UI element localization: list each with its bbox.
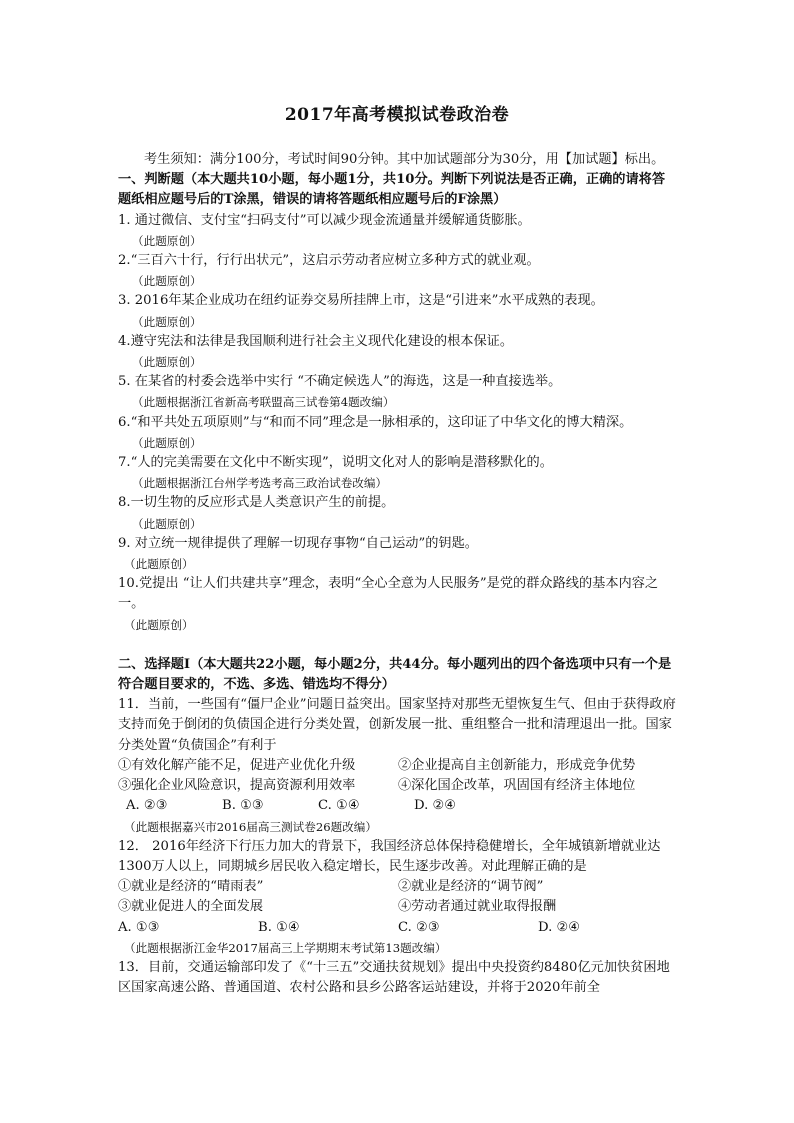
- question-11-option-3: ③强化企业风险意识，提高资源利用效率: [118, 778, 356, 794]
- question-13-stem: 13．目前，交通运输部印发了《“十三五”交通扶贫规划》提出中央投资约8480亿元加快贫困地区国家高速公路、普通国道、农村公路和县乡公路客运站建设，并将于2020年前全: [118, 959, 670, 996]
- question-7-source: （此题根据浙江台州学考选考高三政治试卷改编）: [132, 476, 388, 491]
- section-spacer: [118, 635, 678, 655]
- question-12-answer-a: A. ①③: [118, 919, 160, 935]
- question-12-stem: 12． 2016年经济下行压力加大的背景下，我国经济总体保持稳健增长，全年城镇新增就业达1300万人以上，同期城乡居民收入稳定增长，民生逐步改善。对此理解正确的是: [118, 838, 661, 874]
- question-12-option-2: ②就业是经济的“调节阀”: [398, 879, 544, 895]
- question-6: 6.“和平共处五项原则”与“和而不同”理念是一脉相承的，这印证了中华文化的博大精深。: [118, 414, 633, 430]
- question-6-source: （此题原创）: [132, 435, 202, 450]
- question-12-options-row-1: [118, 877, 678, 897]
- exam-notice: 考生须知：满分100分，考试时间90分钟。其中加试题部分为30分，用【加试题】标出。: [144, 152, 665, 167]
- question-11-options-row-2: [118, 776, 678, 796]
- question-3-source: （此题原创）: [132, 314, 202, 329]
- question-12-option-4: ④劳动者通过就业取得报酬: [398, 899, 557, 915]
- question-12-options-row-2: [118, 897, 678, 917]
- question-12-answer-b: B. ①④: [258, 919, 300, 935]
- question-10: 10.党提出 “让人们共建共享”理念，表明“全心全意为人民服务”是党的群众路线的基本内容之一。: [118, 576, 659, 612]
- section-1-heading: 一、判断题（本大题共10小题，每小题1分，共10分。判断下列说法是否正确，正确的请将答题纸相应题号后的T涂黑，错误的请将答题纸相应题号后的F涂黑）: [118, 172, 666, 208]
- question-2-source: （此题原创）: [132, 274, 202, 289]
- question-11-option-4: ④深化国企改革，巩固国有经济主体地位: [398, 778, 636, 794]
- question-4: 4.遵守宪法和法律是我国顺利进行社会主义现代化建设的根本保证。: [118, 333, 514, 349]
- question-5-source: （此题根据浙江省新高考联盟高三试卷第4题改编）: [132, 395, 395, 410]
- question-11-answers: [118, 796, 678, 816]
- question-8-source: （此题原创）: [132, 516, 202, 531]
- page-title: 2017年高考模拟试卷政治卷: [284, 105, 510, 125]
- question-11-answer-a: A. ②③: [126, 798, 168, 814]
- question-11-stem: 11．当前，一些国有“僵尸企业”问题日益突出。国家坚持对那些无望恢复生气、但由于获得政府支持而免于倒闭的负债国企进行分类处置，创新发展一批、重组整合一批和清理退出一批。国家分类处置“负债国企”有利于: [118, 697, 676, 753]
- question-12-answers: [118, 918, 678, 938]
- question-11-option-2: ②企业提高自主创新能力，形成竞争优势: [398, 757, 636, 773]
- question-11-answer-c: C. ①④: [318, 798, 360, 814]
- question-1: 1. 通过微信、支付宝“扫码支付”可以减少现金流通量并缓解通货膨胀。: [118, 212, 531, 228]
- question-9: 9. 对立统一规律提供了理解一切现存事物“自己运动”的钥匙。: [118, 535, 478, 551]
- question-7: 7.“人的完美需要在文化中不断实现”，说明文化对人的影响是潜移默化的。: [118, 455, 553, 471]
- question-12-answer-d: D. ②④: [538, 919, 581, 935]
- question-9-source: （此题原创）: [124, 557, 194, 572]
- question-11-option-1: ①有效化解产能不足，促进产业优化升级: [118, 757, 356, 773]
- question-12-option-3: ③就业促进人的全面发展: [118, 899, 264, 915]
- question-3: 3. 2016年某企业成功在纽约证券交易所挂牌上市，这是“引进来”水平成熟的表现。: [118, 293, 604, 309]
- question-11-options-row-1: [118, 756, 678, 776]
- question-4-source: （此题原创）: [132, 355, 202, 370]
- question-10-source: （此题原创）: [124, 617, 194, 632]
- question-11-answer-b: B. ①③: [222, 798, 264, 814]
- question-8: 8.一切生物的反应形式是人类意识产生的前提。: [118, 495, 395, 511]
- section-2-heading: 二、选择题Ⅰ（本大题共22小题，每小题2分，共44分。每小题列出的四个备选项中只有一个是符合题目要求的，不选、多选、错选均不得分）: [118, 656, 672, 693]
- question-12-source: （此题根据浙江金华2017届高三上学期期末考试第13题改编）: [124, 940, 447, 955]
- question-2: 2.“三百六十行，行行出状元”，这启示劳动者应树立多种方式的就业观。: [118, 253, 540, 269]
- question-11-answer-d: D. ②④: [414, 798, 457, 814]
- question-12-answer-c: C. ②③: [398, 919, 440, 935]
- question-11-source: （此题根据嘉兴市2016届高三测试卷26题改编）: [124, 819, 377, 834]
- question-5: 5. 在某省的村委会选举中实行 “不确定候选人”的海选，这是一种直接选举。: [118, 374, 562, 390]
- question-1-source: （此题原创）: [132, 233, 202, 248]
- exam-content: [118, 150, 678, 998]
- question-12-option-1: ①就业是经济的“晴雨表”: [118, 879, 264, 895]
